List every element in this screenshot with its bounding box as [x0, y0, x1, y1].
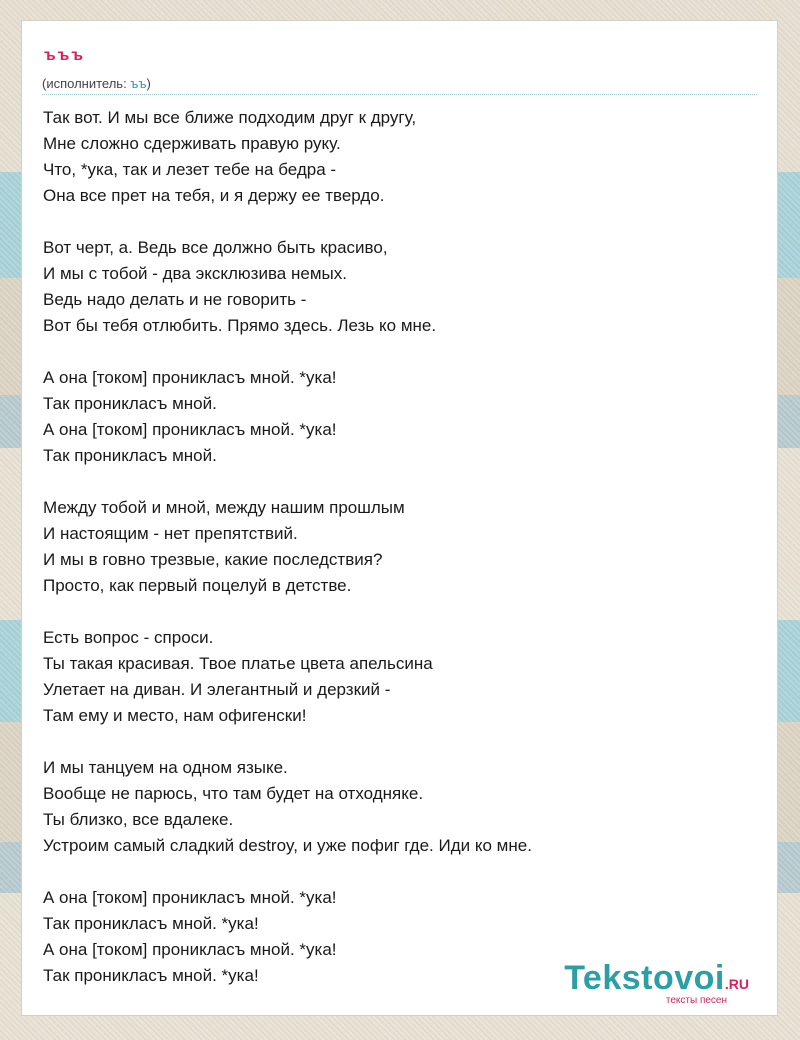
logo-tagline: тексты песен — [665, 995, 727, 1006]
lyric-line: Так проникласъ мной. *ука! — [43, 966, 259, 985]
title-divider — [42, 94, 757, 95]
lyric-line: Просто, как первый поцелуй в детстве. — [43, 576, 352, 595]
lyric-line: Там ему и место, нам офигенски! — [43, 706, 307, 725]
lyric-line: Ведь надо делать и не говорить - — [43, 290, 307, 309]
lyric-line: Устроим самый сладкий destroy, и уже пофиг где. Иди ко мне. — [43, 836, 532, 855]
song-title: ъъъ — [44, 47, 85, 64]
lyric-line: Между тобой и мной, между нашим прошлым — [43, 498, 405, 517]
lyric-line: Улетает на диван. И элегантный и дерзкий - — [43, 680, 391, 699]
site-logo[interactable] — [564, 959, 749, 1006]
artist-prefix: (исполнитель: — [42, 76, 131, 91]
lyric-line: Так вот. И мы все ближе подходим друг к другу, — [43, 108, 417, 127]
lyrics-text — [43, 105, 757, 1015]
lyric-line: И мы с тобой - два эксклюзива немых. — [43, 264, 347, 283]
artist-link[interactable]: ъъ — [130, 76, 147, 91]
stanza — [43, 365, 757, 469]
lyric-line: И мы в говно трезвые, какие последствия? — [43, 550, 383, 569]
lyric-line: А она [током] проникласъ мной. *ука! — [43, 368, 337, 387]
lyric-line: Так проникласъ мной. *ука! — [43, 914, 259, 933]
lyric-line: А она [током] проникласъ мной. *ука! — [43, 888, 337, 907]
lyric-line: И мы танцуем на одном языке. — [43, 758, 288, 777]
lyric-line: Мне сложно сдерживать правую руку. — [43, 134, 341, 153]
stanza — [43, 755, 757, 859]
lyric-line: Так проникласъ мной. — [43, 394, 217, 413]
lyric-line: Она все прет на тебя, и я держу ее твердо. — [43, 186, 385, 205]
stanza — [43, 235, 757, 339]
lyric-line: Вот черт, а. Ведь все должно быть красиво, — [43, 238, 388, 257]
lyrics-card — [21, 20, 778, 1016]
lyric-line: И настоящим - нет препятствий. — [43, 524, 298, 543]
lyric-line: Ты такая красивая. Твое платье цвета апельсина — [43, 654, 433, 673]
lyric-line: Что, *ука, так и лезет тебе на бедра - — [43, 160, 337, 179]
stanza — [43, 625, 757, 729]
lyric-line: А она [током] проникласъ мной. *ука! — [43, 420, 337, 439]
lyric-line: Ты близко, все вдалеке. — [43, 810, 234, 829]
lyric-line: Так проникласъ мной. — [43, 446, 217, 465]
artist-line — [42, 76, 151, 91]
logo-text: Tekstovoi — [564, 959, 725, 997]
lyric-line: Вообще не парюсь, что там будет на отходняке. — [43, 784, 424, 803]
stanza — [43, 105, 757, 209]
logo-tld: .RU — [724, 976, 749, 992]
lyric-line: Есть вопрос - спроси. — [43, 628, 214, 647]
lyric-line: А она [током] проникласъ мной. *ука! — [43, 940, 337, 959]
stanza — [43, 495, 757, 599]
artist-suffix: ) — [146, 76, 151, 91]
lyric-line: Вот бы тебя отлюбить. Прямо здесь. Лезь ко мне. — [43, 316, 437, 335]
